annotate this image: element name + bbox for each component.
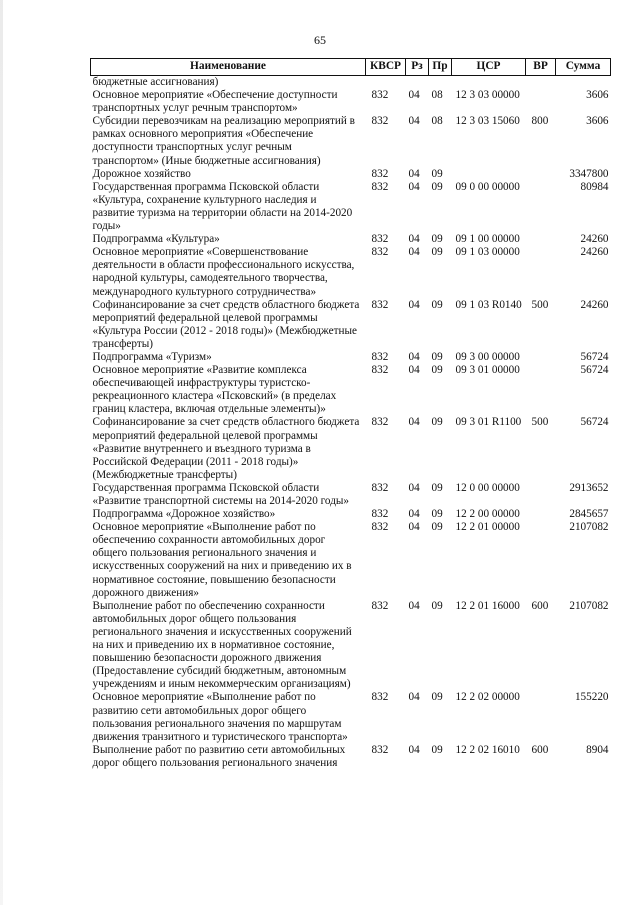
cell-vr [526,181,556,233]
cell-sum: 2107082 [569,521,609,534]
scan-edge [0,0,3,905]
cell-rz: 04 [408,481,420,494]
cell-vr [526,521,556,600]
cell-csr: 09 3 01 R1100 [455,416,522,429]
cell-vr: 500 [531,298,549,311]
header-rz: Рз [406,59,429,76]
cell-rz: 04 [408,180,420,193]
table-row [91,416,611,481]
cell-pr [429,76,452,90]
cell-name: Софинансирование за счет средств областного бюджета мероприятий федеральной целевой программы «Развитие внутреннего и въездного туризма в Российской Федерации (2011 - 2018 годы)» (Межбюджетные трансферты) [92,416,360,481]
cell-name: Софинансирование за счет средств областного бюджета мероприятий федеральной целевой программы «Культура России (2012 - 2018 годы)» (Межбюджетные трансферты) [92,298,360,350]
cell-sum: 80984 [580,180,609,193]
cell-pr: 09 [431,508,443,521]
cell-name: Государственная программа Псковской области «Культура, сохранение культурного наследия и развитие туризма на территории области на 2014-2020 годы» [92,180,353,233]
cell-pr: 08 [431,115,443,128]
table-body [91,76,611,770]
cell-pr: 09 [431,521,443,534]
cell-kvsr: 832 [371,481,389,494]
cell-kvsr: 832 [371,743,389,756]
cell-vr [526,364,556,416]
cell-csr: 09 1 00 00000 [455,233,520,246]
cell-sum: 56724 [580,350,609,363]
header-pr: Пр [429,59,452,76]
cell-kvsr: 832 [371,180,389,193]
cell-name: Основное мероприятие «Развитие комплекса обеспечивающей инфраструктуры туристско-рекреационного кластера «Псковский» (в пределах границ кластера, включая отдельные элементы)» [92,364,337,416]
cell-pr: 09 [431,364,443,377]
cell-rz: 04 [408,416,420,429]
cell-kvsr: 832 [371,521,389,534]
cell-vr: 600 [531,599,549,612]
cell-csr: 12 3 03 15060 [455,115,520,128]
cell-pr: 08 [431,89,443,102]
cell-csr: 12 2 02 00000 [455,691,520,704]
cell-kvsr: 832 [371,298,389,311]
cell-csr: 12 2 01 00000 [455,521,520,534]
cell-csr [452,168,526,181]
cell-kvsr: 832 [371,416,389,429]
cell-name: Основное мероприятие «Выполнение работ по развитию сети автомобильных дорог общего пользования регионального значения по маршрутам движения транзитного и туристического транспорта» [92,691,348,743]
cell-sum: 56724 [580,364,609,377]
cell-vr [526,168,556,181]
cell-vr [526,89,556,115]
cell-csr [452,76,526,90]
cell-name: Подпрограмма «Культура» [92,233,220,246]
cell-rz: 04 [408,364,420,377]
cell-vr: 600 [531,743,549,756]
cell-rz: 04 [408,350,420,363]
cell-kvsr: 832 [371,246,389,259]
budget-table-sheet [90,58,610,770]
cell-vr [526,76,556,90]
cell-csr: 09 3 00 00000 [455,350,520,363]
cell-pr: 09 [431,246,443,259]
cell-sum: 24260 [580,298,609,311]
cell-pr: 09 [431,743,443,756]
cell-rz: 04 [408,167,420,180]
cell-kvsr: 832 [371,508,389,521]
cell-rz: 04 [408,599,420,612]
cell-kvsr: 832 [371,364,389,377]
cell-vr [526,691,556,743]
cell-sum: 24260 [580,233,609,246]
cell-csr: 09 3 01 00000 [455,364,520,377]
cell-vr [526,246,556,298]
cell-name: Основное мероприятие «Совершенствование деятельности в области профессионального искусства, народной культуры, самодеятельного творчества, международного культурного сотрудничества» [92,246,355,298]
cell-vr [526,482,556,508]
cell-sum: 8904 [586,743,609,756]
cell-name: Государственная программа Псковской области «Развитие транспортной системы на 2014-2020 годы» [92,481,349,507]
cell-kvsr: 832 [371,89,389,102]
table-row [91,168,611,181]
cell-name: Субсидии перевозчикам на реализацию мероприятий в рамках основного мероприятия «Обеспечение доступности транспортных услуг речным транспортом» (Иные бюджетные ассигнования) [92,115,355,167]
cell-name: Выполнение работ по развитию сети автомобильных дорог общего пользования регионального значения [92,743,346,769]
header-sum: Сумма [556,59,611,76]
cell-sum: 2845657 [569,508,609,521]
cell-kvsr: 832 [371,691,389,704]
cell-name: Выполнение работ по обеспечению сохранности автомобильных дорог общего пользования регионального значения и искусственных сооружений на них и приведению их в нормативное состояние, повышению безопасности дорожного движения (Предоставление субсидий бюджетным, автономным учреждениям и иным некоммерческим организациям) [92,599,352,691]
table-row [91,508,611,521]
table-row [91,233,611,246]
table-row [91,600,611,692]
cell-csr: 09 1 03 R0140 [455,298,522,311]
cell-kvsr: 832 [371,115,389,128]
cell-pr: 09 [431,416,443,429]
cell-sum: 2107082 [569,599,609,612]
cell-pr: 09 [431,233,443,246]
cell-rz: 04 [408,508,420,521]
cell-name: Основное мероприятие «Выполнение работ по обеспечению сохранности автомобильных дорог общего пользования регионального значения и искусственных сооружений на них и приведению их в нормативное состояние, повышению безопасности дорожного движения» [92,521,352,599]
cell-sum: 24260 [580,246,609,259]
cell-kvsr: 832 [371,599,389,612]
cell-sum: 3606 [586,115,609,128]
cell-sum: 3606 [586,89,609,102]
table-row [91,115,611,167]
table-row [91,181,611,233]
cell-rz: 04 [408,115,420,128]
cell-sum: 155220 [574,691,609,704]
cell-vr [526,508,556,521]
table-row [91,482,611,508]
cell-csr: 12 2 02 16010 [455,743,520,756]
table-row [91,351,611,364]
cell-name: бюджетные ассигнования) [92,76,219,88]
table-row [91,364,611,416]
cell-csr: 12 0 00 00000 [455,481,520,494]
cell-rz: 04 [408,521,420,534]
cell-sum: 56724 [580,416,609,429]
cell-sum [556,76,611,90]
cell-pr: 09 [431,350,443,363]
cell-rz: 04 [408,691,420,704]
cell-kvsr [366,76,406,90]
header-vr: ВР [526,59,556,76]
budget-table [90,58,611,770]
page-number: 65 [314,33,326,47]
cell-pr: 09 [431,691,443,704]
table-row [91,76,611,90]
cell-pr: 09 [431,180,443,193]
cell-csr: 12 2 00 00000 [455,508,520,521]
header-csr: ЦСР [452,59,526,76]
cell-name: Подпрограмма «Дорожное хозяйство» [92,508,276,521]
table-header-row [91,59,611,76]
cell-name: Дорожное хозяйство [92,167,191,180]
table-row [91,521,611,600]
cell-kvsr: 832 [371,167,389,180]
table-row [91,744,611,770]
cell-csr: 09 0 00 00000 [455,180,520,193]
cell-name: Основное мероприятие «Обеспечение доступности транспортных услуг речным транспортом» [92,89,338,115]
cell-kvsr: 832 [371,350,389,363]
cell-csr: 09 1 03 00000 [455,246,520,259]
cell-vr [526,351,556,364]
cell-csr: 12 3 03 00000 [455,89,520,102]
cell-rz: 04 [408,246,420,259]
cell-sum: 3347800 [569,167,609,180]
table-row [91,89,611,115]
cell-kvsr: 832 [371,233,389,246]
table-row [91,299,611,351]
cell-pr: 09 [431,298,443,311]
cell-vr: 500 [531,416,549,429]
cell-csr: 12 2 01 16000 [455,599,520,612]
cell-rz: 04 [408,89,420,102]
cell-rz: 04 [408,298,420,311]
cell-vr: 800 [531,115,549,128]
cell-name: Подпрограмма «Туризм» [92,350,212,363]
cell-rz: 04 [408,743,420,756]
header-name: Наименование [91,59,366,76]
cell-pr: 09 [431,167,443,180]
cell-sum: 2913652 [569,481,609,494]
header-kvsr: КВСР [366,59,406,76]
table-row [91,246,611,298]
cell-vr [526,233,556,246]
cell-pr: 09 [431,599,443,612]
table-row [91,691,611,743]
cell-rz: 04 [408,233,420,246]
cell-pr: 09 [431,481,443,494]
cell-rz [406,76,429,90]
